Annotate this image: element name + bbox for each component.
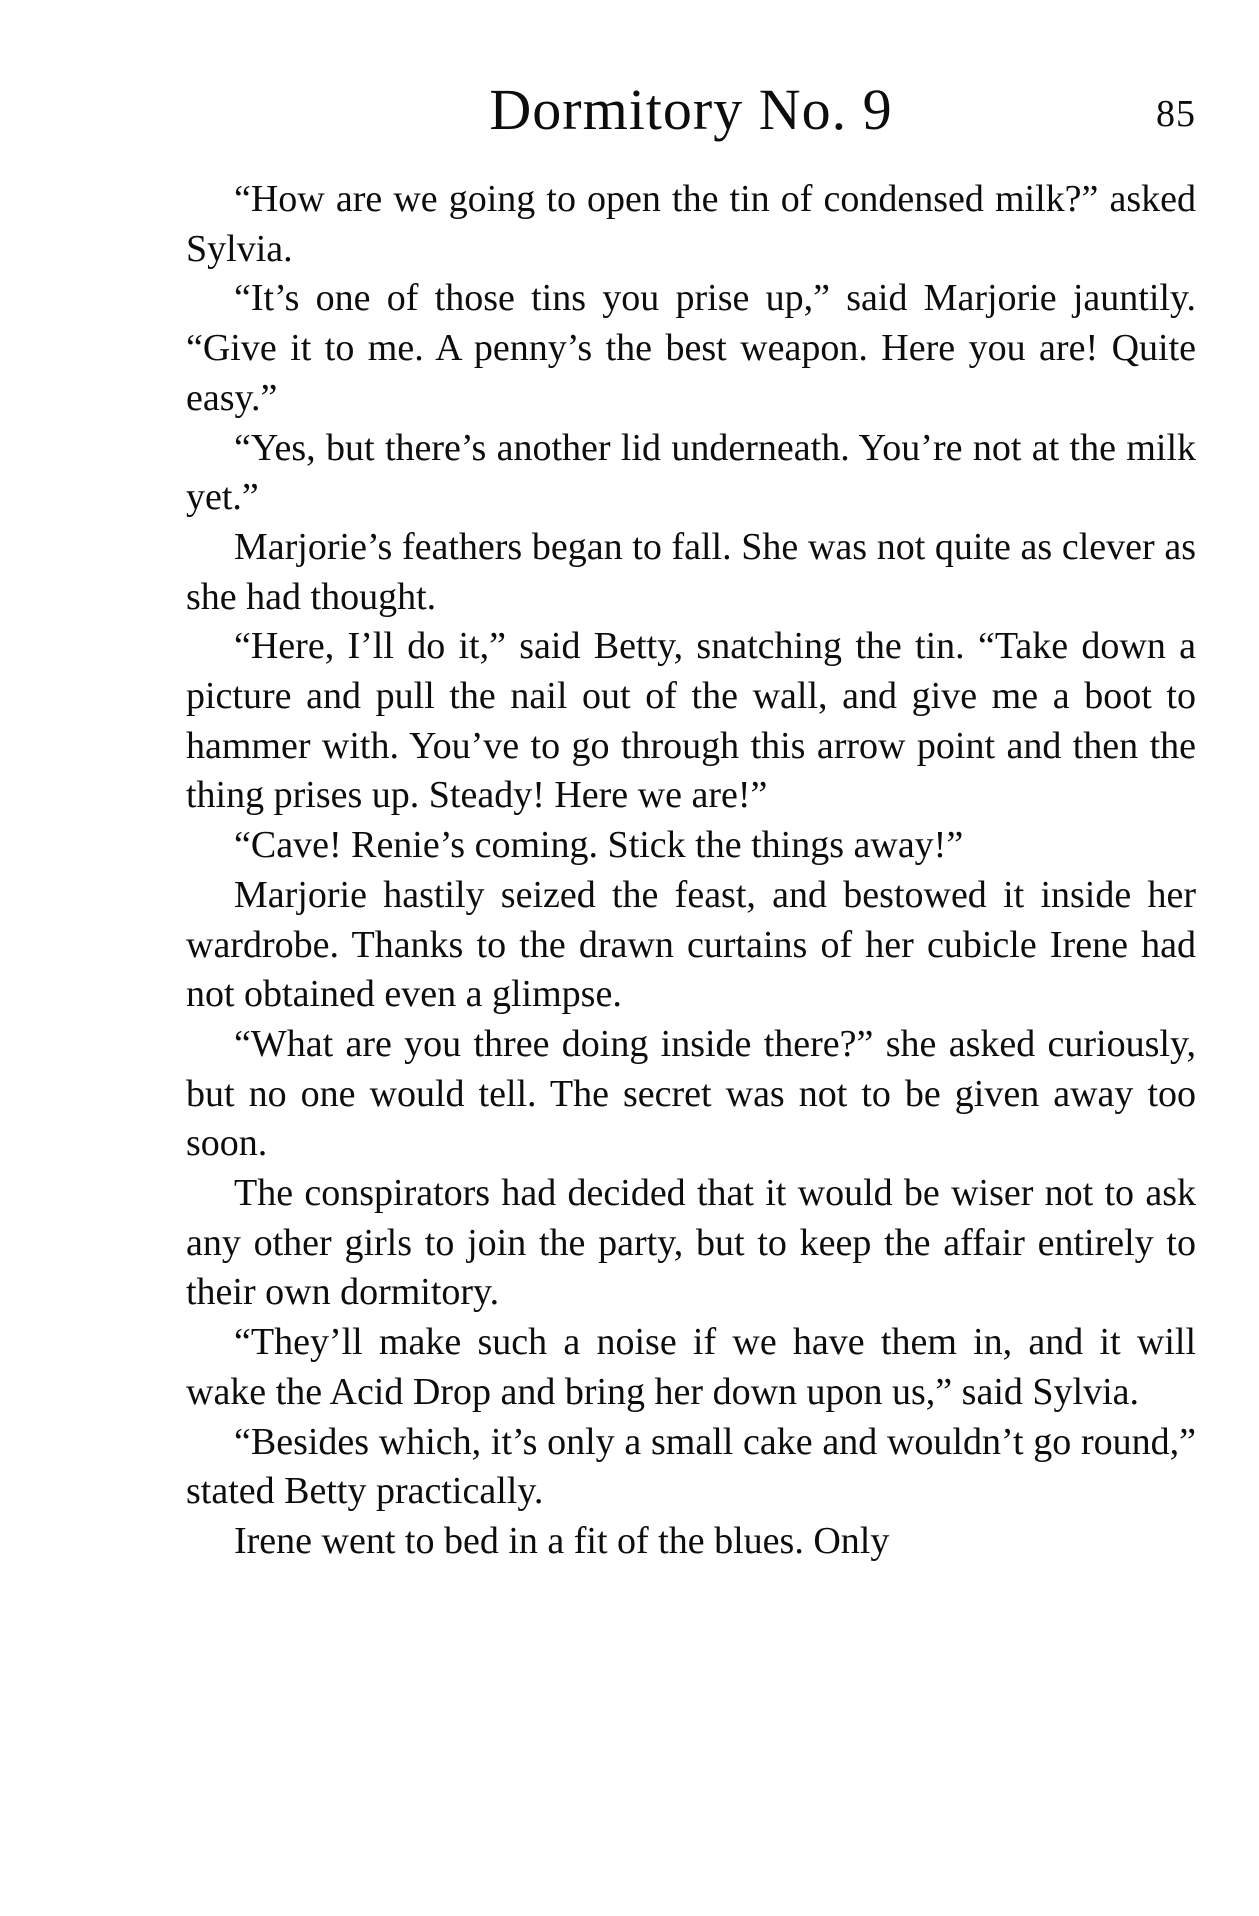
paragraph-3: “Yes, but there’s another lid underneath. You’re not at the milk yet.” — [186, 426, 1196, 519]
paragraph-6: “Cave! Renie’s coming. Stick the things away!” — [234, 824, 964, 867]
page-header — [186, 70, 1196, 150]
paragraph-9: The conspirators had decided that it would be wiser not to ask any other girls to join the party, but to keep the affair entirely to their own dormitory. — [186, 1172, 1196, 1314]
running-title: Dormitory No. 9 — [489, 77, 893, 142]
paragraph-1: “How are we going to open the tin of condensed milk?” asked Sylvia. — [186, 178, 1196, 270]
paragraph-12: Irene went to bed in a fit of the blues. Only — [234, 1519, 890, 1562]
paragraph-4: Marjorie’s feathers began to fall. She was not quite as clever as she had thought. — [186, 525, 1196, 618]
paragraph-7: Marjorie hastily seized the feast, and bestowed it inside her wardrobe. Thanks to the drawn curtains of her cubicle Irene had not obtained even a glimpse. — [186, 873, 1196, 1016]
paragraph-11: “Besides which, it’s only a small cake and wouldn’t go round,” stated Betty practically. — [186, 1420, 1196, 1513]
paragraph-2: “It’s one of those tins you prise up,” said Marjorie jauntily. “Give it to me. A penny’s the best weapon. Here you are! Quite easy.” — [186, 277, 1196, 419]
page-number: 85 — [1156, 93, 1196, 135]
paragraph-8: “What are you three doing inside there?” she asked curiously, but no one would tell. The secret was not to be given away too soon. — [186, 1022, 1196, 1165]
body-text — [186, 175, 1196, 1567]
paragraph-5: “Here, I’ll do it,” said Betty, snatching the tin. “Take down a picture and pull the nail out of the wall, and give me a boot to hammer with. You’ve to go through this arrow point and then the thing prises up. Steady! Here we are!” — [186, 625, 1196, 817]
paragraph-10: “They’ll make such a noise if we have them in, and it will wake the Acid Drop and bring her down upon us,” said Sylvia. — [186, 1321, 1196, 1413]
